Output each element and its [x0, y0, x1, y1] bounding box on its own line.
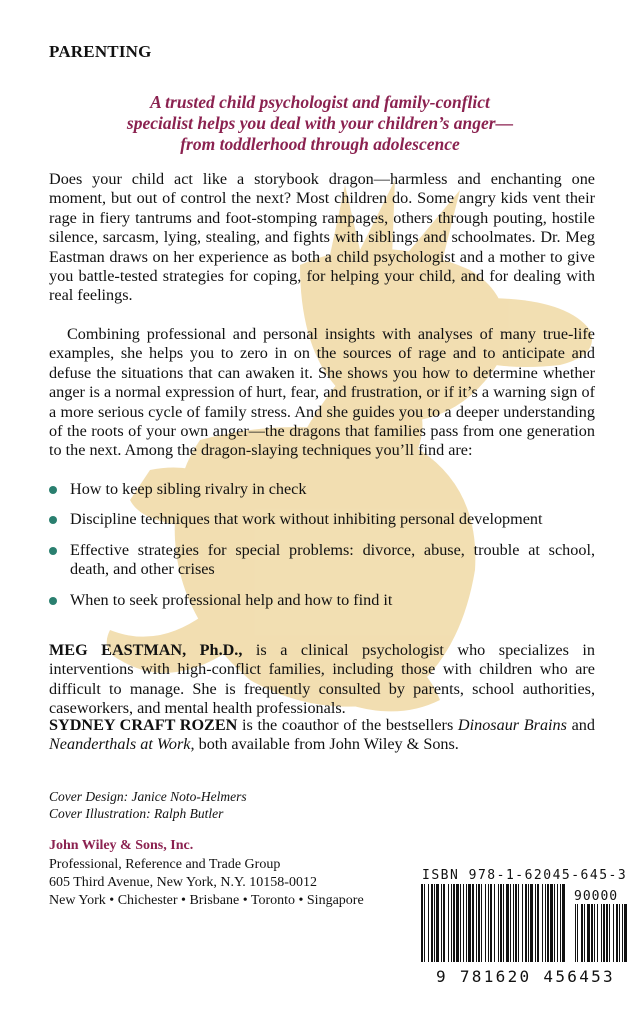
- barcode-bar: [603, 904, 605, 962]
- barcode-bar: [468, 884, 471, 962]
- isbn-label: ISBN 978-1-62045-645-3: [422, 868, 628, 883]
- barcode-bar: [522, 884, 523, 962]
- book-title: Dinosaur Brains: [457, 716, 567, 734]
- barcode-bar: [597, 904, 598, 962]
- barcode-bar: [624, 904, 627, 962]
- barcode-bar: [528, 884, 529, 962]
- barcode-bar: [554, 884, 555, 962]
- barcode-bar: [448, 884, 449, 962]
- barcode-bar: [606, 904, 608, 962]
- tagline-line: from toddlerhood through adolescence: [180, 134, 460, 154]
- barcode-bar: [478, 884, 480, 962]
- barcode-digits: 9 781620 456453: [436, 967, 615, 986]
- coauthor-bio-text: and: [566, 716, 595, 734]
- publisher-line: Professional, Reference and Trade Group: [49, 857, 281, 872]
- barcode-bar: [591, 904, 593, 962]
- barcode-bar: [481, 884, 482, 962]
- barcode-bar: [485, 884, 486, 962]
- list-item: [49, 591, 595, 610]
- barcode-bar: [498, 884, 499, 962]
- barcode-bar: [616, 904, 618, 962]
- author-bio-text: is a clinical psychologist who specializes in interventions with high-conflict families, including those with children who are difficult to manage. She is frequently consulted by parents, school authorities, caseworkers, and mental health professionals.: [49, 641, 595, 718]
- coauthor-name: SYDNEY CRAFT ROZEN: [49, 716, 238, 734]
- price-code: 90000: [574, 889, 619, 904]
- description-paragraph-2: Combining professional and personal insights with analyses of many true-life examples, she helps you to zero in on the sources of rage and to anticipate and defuse the situations that can awaken it. She shows you how to determine whether anger is a normal expression of hurt, fear, and frustration, or if it’s a warning sign of a more serious cycle of family stress. And she guides you to a deeper understanding of the roots of your own anger—the dragons that families pass from one generation to the next. Among the dragon-slaying techniques you’ll find are:: [49, 325, 595, 460]
- barcode-bar: [518, 884, 519, 962]
- author-bio: [49, 641, 595, 719]
- barcode-bar: [530, 884, 533, 962]
- barcode-bar: [594, 904, 595, 962]
- barcode-bar: [577, 904, 578, 962]
- publisher-line: 605 Third Avenue, New York, N.Y. 10158-0012: [49, 875, 317, 890]
- barcode-bar: [476, 884, 477, 962]
- barcode-bar: [463, 884, 464, 962]
- barcode-bar: [510, 884, 511, 962]
- barcode-bar: [431, 884, 433, 962]
- barcode-bar: [466, 884, 467, 962]
- list-item: [49, 510, 595, 529]
- bullet-icon: [49, 516, 57, 524]
- barcode-bar: [421, 884, 423, 962]
- barcode-bar: [560, 884, 561, 962]
- barcode-bar: [513, 884, 514, 962]
- barcode-bar: [453, 884, 455, 962]
- list-item: [49, 480, 595, 499]
- barcode-bar: [490, 884, 492, 962]
- list-item-text: How to keep sibling rivalry in check: [70, 480, 307, 498]
- bullet-icon: [49, 597, 57, 605]
- barcode-bar: [601, 904, 602, 962]
- coauthor-bio-text: both available from John Wiley & Sons.: [194, 735, 459, 754]
- technique-list: [49, 480, 595, 621]
- barcode-bar: [587, 904, 590, 962]
- barcode-bar: [622, 904, 623, 962]
- barcode-bar: [609, 904, 610, 962]
- barcode-bar: [581, 904, 583, 962]
- barcode-bar: [506, 884, 509, 962]
- coauthor-bio-text: is the coauthor of the bestsellers: [237, 716, 458, 734]
- barcode-bar: [472, 884, 474, 962]
- barcode-bar: [542, 884, 543, 962]
- list-item: [49, 541, 595, 580]
- barcode-bar: [436, 884, 439, 962]
- barcode-bar: [613, 904, 614, 962]
- barcode-bar: [441, 884, 442, 962]
- barcode-bar: [547, 884, 549, 962]
- barcode-bar: [500, 884, 502, 962]
- barcode-bar: [434, 884, 435, 962]
- list-item-text: Discipline techniques that work without inhibiting personal development: [70, 510, 543, 529]
- barcode-bar: [428, 884, 429, 962]
- cover-credits: [49, 788, 247, 822]
- barcode-bar: [488, 884, 489, 962]
- book-title: Neanderthals at Work,: [49, 735, 195, 754]
- publisher-address: [49, 856, 364, 910]
- barcode-bar: [443, 884, 445, 962]
- barcode-bar: [619, 904, 620, 962]
- barcode-bar: [456, 884, 459, 962]
- bullet-icon: [49, 547, 57, 555]
- barcode-bar: [557, 884, 558, 962]
- description-paragraph-1: Does your child act like a storybook dragon—harmless and enchanting one moment, but out of control the next? Most children do. Some angry kids vent their rage in fiery tantrums and foot-stomping rampages, others through pouting, hostile silence, sarcasm, lying, stealing, and fights with siblings and schoolmates. Dr. Meg Eastman draws on her experience as both a child psychologist and a mother to give you battle-tested strategies for coping, for helping your child, and for dealing with real feelings.: [49, 170, 595, 305]
- barcode-bar: [460, 884, 461, 962]
- barcode-bar: [550, 884, 553, 962]
- cover-illustration-credit: Cover Illustration: Ralph Butler: [49, 806, 224, 821]
- barcode-bar: [535, 884, 536, 962]
- barcode-bar: [537, 884, 539, 962]
- barcode-bar: [575, 904, 576, 962]
- category-label: PARENTING: [49, 42, 152, 61]
- list-item-text: When to seek professional help and how to find it: [70, 590, 393, 609]
- publisher-line: New York • Chichester • Brisbane • Toronto • Singapore: [49, 893, 364, 908]
- barcode-bar: [424, 884, 425, 962]
- barcode-bar: [494, 884, 495, 962]
- author-name: MEG EASTMAN, Ph.D.,: [49, 641, 243, 659]
- cover-design-credit: Cover Design: Janice Noto-Helmers: [49, 789, 247, 804]
- barcode-bar: [545, 884, 546, 962]
- barcode-bar: [562, 884, 565, 962]
- tagline-line: A trusted child psychologist and family-conflict: [150, 92, 490, 112]
- barcode-bar: [584, 904, 585, 962]
- barcode-bar: [451, 884, 452, 962]
- barcode-bar: [515, 884, 517, 962]
- bullet-icon: [49, 486, 57, 494]
- tagline: [60, 92, 580, 155]
- tagline-line: specialist helps you deal with your children’s anger—: [126, 113, 514, 133]
- list-item-text: Effective strategies for special problems: divorce, abuse, trouble at school, death, and other crises: [70, 540, 595, 579]
- publisher-name: John Wiley & Sons, Inc.: [49, 838, 194, 853]
- barcode-bar: [503, 884, 504, 962]
- coauthor-bio: [49, 716, 595, 755]
- barcode-bar: [525, 884, 527, 962]
